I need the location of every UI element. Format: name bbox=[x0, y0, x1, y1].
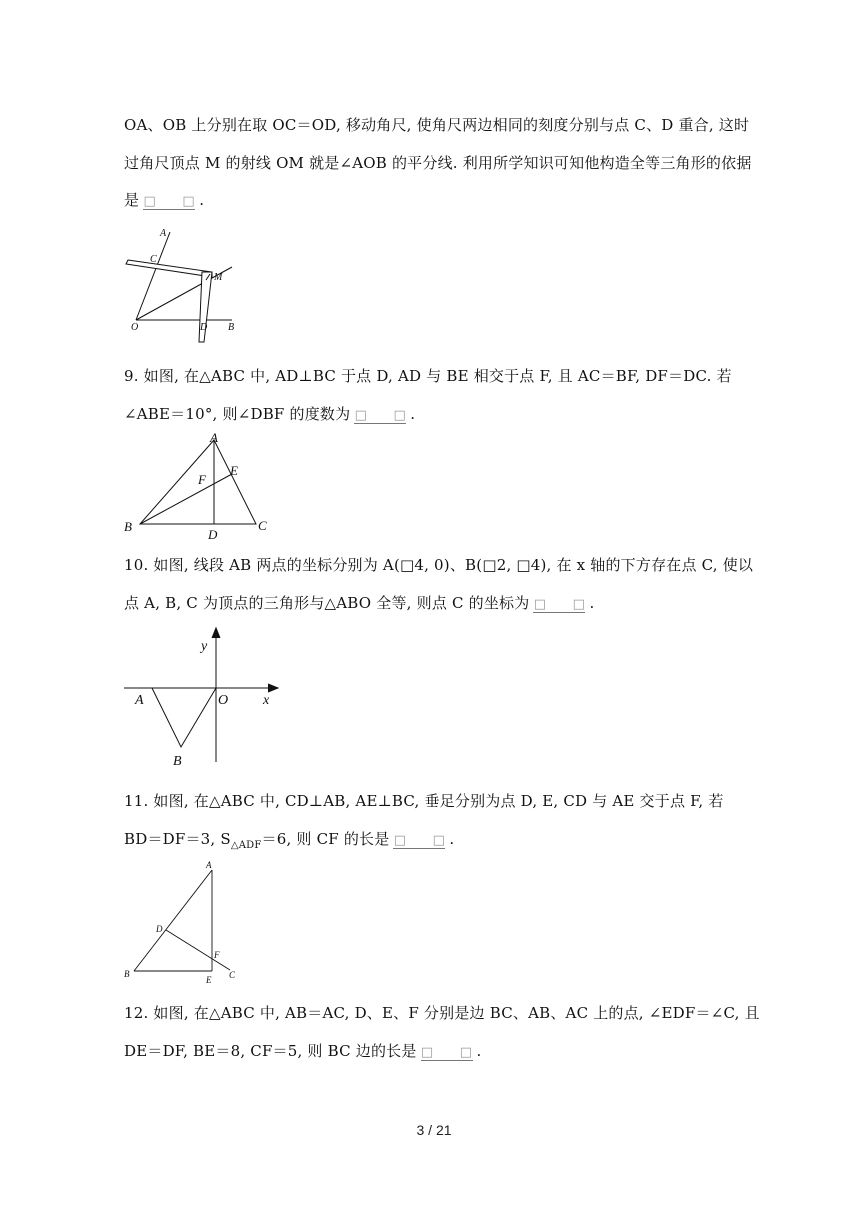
q10-line-2 bbox=[124, 592, 594, 613]
q8-line-1: OA、OB 上分别在取 OC＝OD, 移动角尺, 使角尺两边相同的刻度分别与点 C、D 重合, 这时 bbox=[124, 116, 750, 134]
q9-answer-blank[interactable]: □ □ bbox=[354, 404, 406, 424]
q10-label-a: A bbox=[135, 693, 144, 708]
q8-label-m: M bbox=[214, 272, 223, 283]
q8-label-a: A bbox=[160, 228, 167, 239]
q12-line-2-text: DE＝DF, BE＝8, CF＝5, 则 BC 边的长是 bbox=[124, 1042, 417, 1060]
q12-line-2-end: . bbox=[476, 1042, 482, 1060]
q11-label-e: E bbox=[206, 975, 212, 985]
q10-line-2-end: . bbox=[589, 594, 595, 612]
q11-line-2 bbox=[124, 828, 454, 851]
q8-answer-blank[interactable]: □ □ bbox=[143, 190, 195, 210]
q9-line-1: 9. 如图, 在△ABC 中, AD⊥BC 于点 D, AD 与 BE 相交于点 F, 且 AC＝BF, DF＝DC. 若 bbox=[124, 367, 732, 385]
q10-figure bbox=[118, 624, 288, 772]
q11-label-f: F bbox=[214, 950, 220, 960]
q11-answer-blank[interactable]: □ □ bbox=[393, 829, 445, 849]
q11-subscript: △ADF bbox=[230, 840, 262, 851]
q12-answer-blank[interactable]: □ □ bbox=[421, 1041, 473, 1061]
q8-line-2: 过角尺顶点 M 的射线 OM 就是∠AOB 的平分线. 利用所学知识可知他构造全等三角形的依据 bbox=[124, 154, 752, 172]
q8-label-d: D bbox=[200, 322, 208, 333]
q9-figure bbox=[118, 428, 278, 546]
q11-figure bbox=[118, 856, 248, 988]
q9-label-c: C bbox=[258, 518, 267, 533]
q8-line-3-end: . bbox=[199, 191, 205, 209]
q11-line-2-mid: ＝6, 则 CF 的长是 bbox=[261, 830, 390, 848]
q9-line-2-end: . bbox=[410, 405, 416, 423]
page-number: 3 / 21 bbox=[416, 1122, 452, 1138]
q8-label-o: O bbox=[131, 322, 139, 333]
q9-line-2-text: ∠ABE＝10°, 则∠DBF 的度数为 bbox=[124, 405, 351, 423]
q8-label-b: B bbox=[228, 322, 235, 333]
q9-label-e: E bbox=[230, 463, 238, 478]
q9-line-2 bbox=[124, 403, 415, 424]
q11-label-b: B bbox=[124, 969, 130, 979]
q11-line-2-end: . bbox=[449, 830, 455, 848]
q10-label-o: O bbox=[218, 693, 229, 708]
q11-label-c: C bbox=[229, 970, 236, 980]
q8-line-3 bbox=[124, 189, 204, 210]
q9-label-f: F bbox=[198, 472, 206, 487]
q10-line-2-text: 点 A, B, C 为顶点的三角形与△ABO 全等, 则点 C 的坐标为 bbox=[124, 594, 530, 612]
q8-label-c: C bbox=[150, 254, 157, 265]
q11-line-2-text: BD＝DF＝3, S bbox=[124, 830, 231, 848]
q8-line-3-text: 是 bbox=[124, 191, 140, 209]
q12-line-1: 12. 如图, 在△ABC 中, AB＝AC, D、E、F 分别是边 BC、AB、AC 上的点, ∠EDF＝∠C, 且 bbox=[124, 1004, 760, 1022]
q9-label-d: D bbox=[208, 527, 218, 542]
q10-label-b: B bbox=[173, 754, 182, 769]
q10-label-y: y bbox=[201, 639, 208, 654]
q9-label-b: B bbox=[124, 519, 132, 534]
q10-line-1: 10. 如图, 线段 AB 两点的坐标分别为 A(□4, 0)、B(□2, □4), 在 x 轴的下方存在点 C, 使以 bbox=[124, 556, 754, 574]
q11-label-a: A bbox=[206, 860, 212, 870]
q8-figure bbox=[122, 222, 252, 347]
q10-answer-blank[interactable]: □ □ bbox=[533, 593, 585, 613]
q11-label-d: D bbox=[156, 924, 163, 934]
q11-line-1: 11. 如图, 在△ABC 中, CD⊥AB, AE⊥BC, 垂足分别为点 D, E, CD 与 AE 交于点 F, 若 bbox=[124, 792, 724, 810]
q12-line-2 bbox=[124, 1040, 482, 1061]
q9-label-a: A bbox=[210, 430, 218, 445]
q10-label-x: x bbox=[263, 693, 270, 708]
